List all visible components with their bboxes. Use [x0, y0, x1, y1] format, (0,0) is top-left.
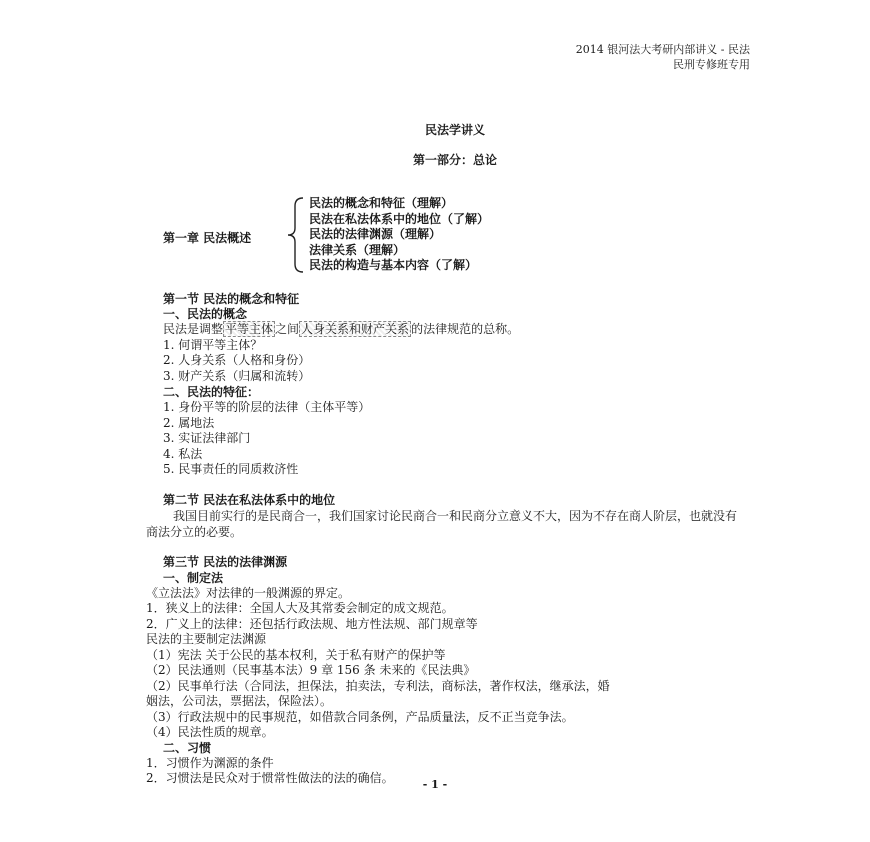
text-line: 姻法，公司法，票据法，保险法）。 — [146, 694, 333, 708]
definition-text: 民法是调整 — [163, 322, 224, 336]
highlighted-term: 人身关系和财产关系 — [301, 322, 410, 336]
section-heading: 第二节 民法在私法体系中的地位 — [163, 493, 336, 507]
outline-item: 法律关系（理解） — [309, 242, 406, 257]
text-line: （2）民事单行法（合同法，担保法，拍卖法，专利法，商标法，著作权法，继承法，婚 — [146, 679, 610, 693]
subsection-heading: 一、民法的概念 — [163, 307, 248, 321]
list-item: 1. 何谓平等主体？ — [163, 338, 263, 352]
list-item: 1. 身份平等的阶层的法律（主体平等） — [163, 400, 371, 414]
outline-item: 民法在私法体系中的地位（了解） — [309, 211, 490, 226]
chapter-label: 第一章 民法概述 — [163, 231, 252, 245]
section-heading: 第三节 民法的法律渊源 — [163, 555, 288, 569]
text-line: 民法的主要制定法渊源 — [146, 632, 267, 646]
list-item: 2. 属地法 — [163, 416, 215, 430]
text-line: 2．习惯法是民众对于惯常性做法的法的确信。 — [146, 771, 394, 785]
subsection-heading: 一、制定法 — [163, 571, 224, 585]
running-header: 2014 银河法大考研内部讲义 - 民法 — [575, 43, 750, 56]
list-item: 5. 民事责任的同质救济性 — [163, 462, 299, 476]
definition-text: 之间 — [275, 322, 300, 336]
definition-line — [163, 322, 519, 338]
definition-text: 的法律规范的总称。 — [411, 322, 520, 336]
text-line: （3）行政法规中的民事规范，如借款合同条例，产品质量法，反不正当竞争法。 — [146, 710, 574, 724]
subsection-heading: 二、习惯 — [163, 741, 212, 755]
subsection-heading: 二、民法的特征： — [163, 385, 260, 399]
document-title: 民法学讲义 — [424, 123, 485, 137]
list-item: 3. 财产关系（归属和流转） — [163, 369, 311, 383]
page-number: - 1 - — [422, 778, 448, 791]
list-item: 3. 实证法律部门 — [163, 431, 251, 445]
outline-item: 民法的构造与基本内容（了解） — [309, 258, 478, 272]
outline-item: 民法的法律渊源（理解） — [309, 227, 442, 241]
paragraph: 我国目前实行的是民商合一，我们国家讨论民商合一和民商分立意义不大，因为不存在商人阶层，也就没有商法分立的必要。 — [146, 509, 738, 539]
section-heading: 第一节 民法的概念和特征 — [163, 292, 300, 306]
text-line: 2．广义上的法律：还包括行政法规、地方性法规、部门规章等 — [146, 617, 478, 631]
text-line: （1）宪法 关于公民的基本权利，关于私有财产的保护等 — [146, 648, 446, 662]
running-subheader: 民刑专修班专用 — [673, 58, 750, 71]
text-line: 《立法法》对法律的一般渊源的界定。 — [146, 586, 351, 600]
list-item: 2. 人身关系（人格和身份） — [163, 353, 311, 367]
list-item: 4. 私法 — [163, 447, 203, 461]
part-title: 第一部分：总论 — [412, 153, 497, 167]
text-line: （2）民法通则（民事基本法）9 章 156 条 未来的《民法典》 — [146, 663, 476, 677]
highlighted-term: 平等主体 — [225, 322, 274, 336]
text-line: （4）民法性质的规章。 — [146, 725, 274, 739]
curly-brace-icon — [283, 196, 307, 274]
text-line: 1．习惯作为渊源的条件 — [146, 756, 274, 770]
text-line: 1．狭义上的法律：全国人大及其常委会制定的成文规范。 — [146, 601, 454, 615]
chapter-outline — [309, 196, 489, 274]
outline-item: 民法的概念和特征（理解） — [309, 196, 454, 210]
